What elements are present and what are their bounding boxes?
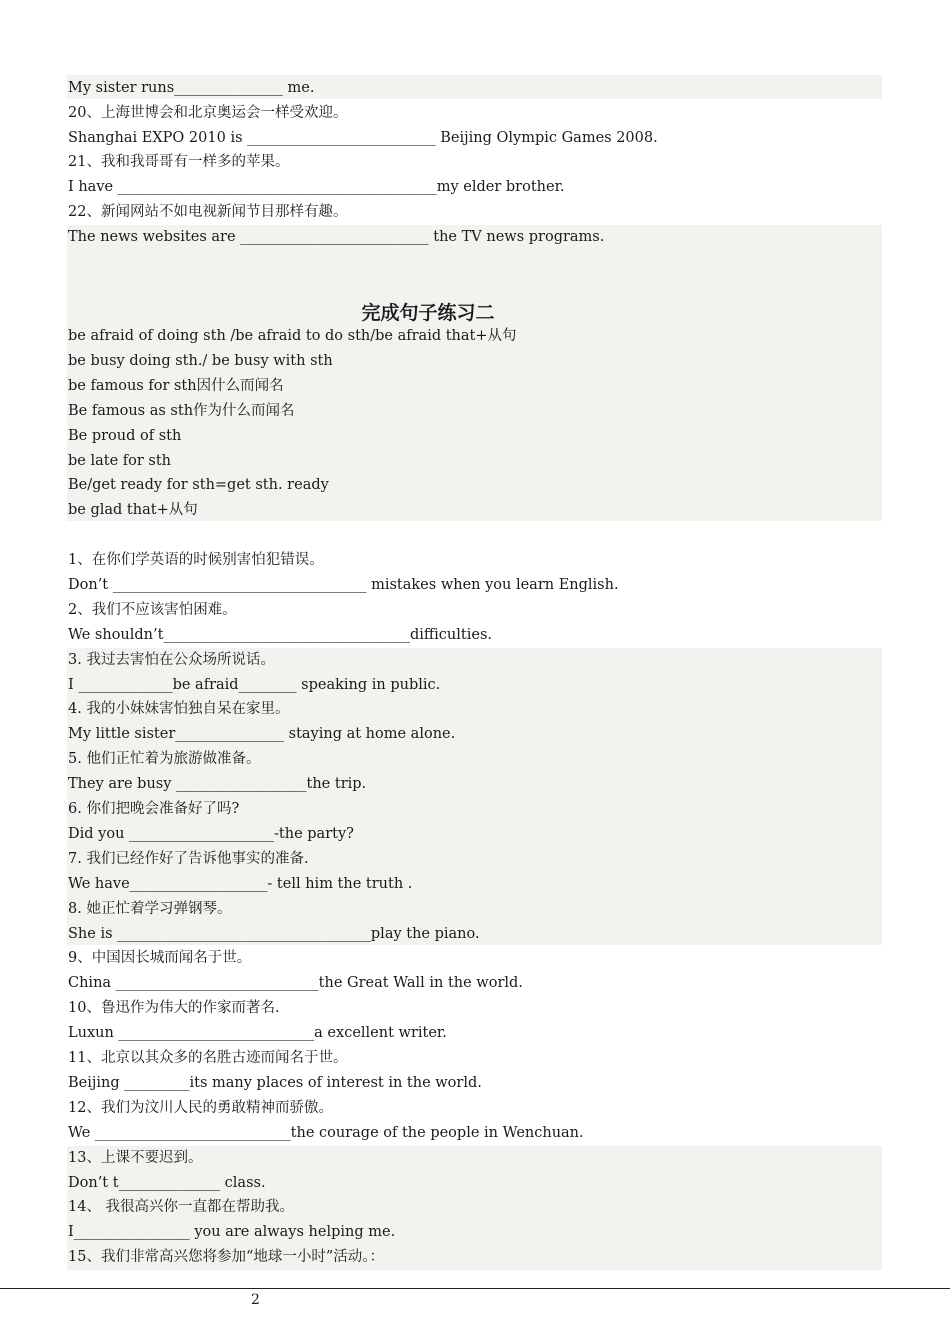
phrase-line: Be proud of sth: [68, 427, 182, 444]
phrase-line: Be/get ready for sth=get sth. ready: [68, 477, 329, 494]
exercise-line: We shouldn’t__________________________________difficulties.: [68, 626, 493, 643]
exercise-line: 3. 我过去害怕在公众场所说话。: [68, 651, 275, 668]
exercise-line: 10、鲁迅作为伟大的作家而著名.: [68, 1000, 280, 1017]
top-section-line: 20、上海世博会和北京奥运会一样受欢迎。: [68, 104, 348, 121]
exercise-line: Don’t t______________ class.: [68, 1174, 266, 1191]
top-section-line: 21、我和我哥哥有一样多的苹果。: [68, 154, 290, 171]
exercise-line: Beijing _________its many places of interest in the world.: [68, 1074, 482, 1091]
exercise-line: 2、我们不应该害怕困难。: [68, 601, 237, 618]
exercise-line: 12、我们为汶川人民的勇敢精神而骄傲。: [68, 1099, 333, 1116]
exercise-line: I _____________be afraid________ speaking in public.: [68, 676, 441, 693]
exercise-line: She is ___________________________________play the piano.: [68, 925, 480, 942]
section-title: 完成句子练习二: [361, 302, 495, 324]
phrase-line: be late for sth: [68, 452, 172, 469]
exercise-line: 1、在你们学英语的时候别害怕犯错误。: [68, 552, 324, 568]
phrase-line: be famous for sth因什么而闻名: [68, 377, 284, 394]
exercise-line: My little sister_______________ staying at home alone.: [68, 726, 456, 743]
phrase-line: be afraid of doing sth /be afraid to do sth/be afraid that+从句: [68, 328, 517, 344]
exercise-line: 4. 我的小妹妹害怕独自呆在家里。: [68, 701, 290, 718]
exercise-line: 13、上课不要迟到。: [68, 1149, 203, 1166]
exercise-line: 11、北京以其众多的名胜古迹而闻名于世。: [68, 1050, 348, 1066]
exercise-line: China ____________________________the Great Wall in the world.: [68, 975, 523, 992]
exercise-line: 15、我们非常高兴您将参加“地球一小时”活动。：: [68, 1249, 385, 1266]
footer-rule: [0, 1288, 950, 1289]
exercise-line: Did you ____________________-the party?: [68, 825, 354, 842]
phrase-line: be busy doing sth./ be busy with sth: [68, 352, 333, 369]
exercise-line: 6. 你们把晚会准备好了吗?: [68, 801, 240, 817]
top-section-line: The news websites are __________________________ the TV news programs.: [68, 228, 605, 245]
exercise-line: Luxun ___________________________a excellent writer.: [68, 1025, 447, 1042]
top-section-line: My sister runs_______________ me.: [68, 80, 315, 96]
phrase-line: be glad that+从句: [68, 502, 198, 519]
exercise-line: We have___________________- tell him the truth .: [68, 875, 413, 892]
phrase-line: Be famous as sth作为什么而闻名: [68, 402, 295, 419]
exercise-line: 7. 我们已经作好了告诉他事实的准备.: [68, 850, 309, 867]
exercise-line: Don’t ___________________________________ mistakes when you learn English.: [68, 576, 619, 593]
exercise-line: We ___________________________the courage of the people in Wenchuan.: [68, 1124, 584, 1141]
exercise-line: 9、中国因长城而闻名于世。: [68, 950, 252, 967]
exercise-line: 14、 我很高兴你一直都在帮助我。: [68, 1199, 295, 1216]
top-section-line: 22、新闻网站不如电视新闻节目那样有趣。: [68, 204, 348, 220]
page-number: 2: [251, 1292, 260, 1308]
top-section-line: Shanghai EXPO 2010 is __________________________ Beijing Olympic Games 2008.: [68, 129, 658, 146]
exercise-line: 8. 她正忙着学习弹钢琴。: [68, 900, 232, 917]
top-section-line: I have ____________________________________________my elder brother.: [68, 179, 565, 196]
exercise-line: 5. 他们正忙着为旅游做准备。: [68, 751, 261, 768]
exercise-line: I________________ you are always helping me.: [68, 1224, 396, 1241]
exercise-line: They are busy __________________the trip.: [68, 776, 367, 793]
